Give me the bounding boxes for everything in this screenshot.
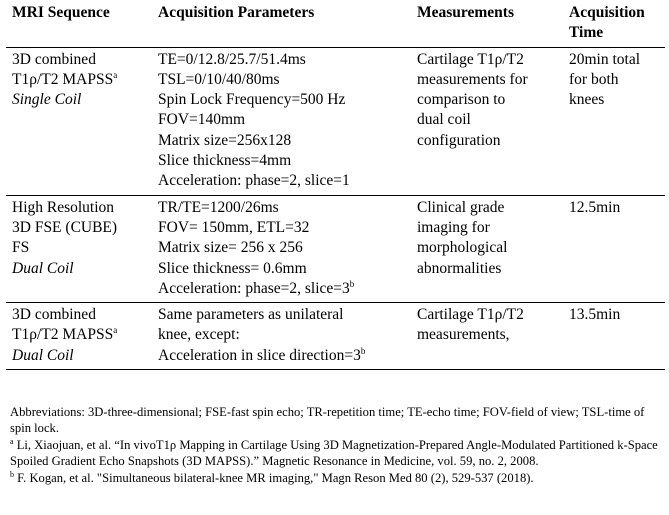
parameter-line: Slice thickness= 0.6mm [158,259,307,277]
parameter-line: Same parameters as unilateral [158,306,344,324]
measurement-line: comparison to [417,91,506,109]
parameter-line: TSL=0/10/40/80ms [158,70,280,88]
footnote-marker: b [349,278,355,289]
measurement-line: imaging for [417,218,490,236]
table-notes [10,404,662,486]
sequence-name: T1ρ/T2 MAPSS [12,70,114,88]
footnote-marker: a [10,436,14,446]
measurement-line: Cartilage T1ρ/T2 [417,50,524,68]
table-header-row [6,1,665,47]
header-acquisition-time [563,1,665,47]
sequence-line [12,325,146,345]
parameter-line [158,279,405,299]
reference-text: Li, Xiaojuan, et al. “In vivoT1ρ Mapping in Cartilage Using 3D Magnetization-Prepared Angle-Modulated Partitioned k-Space Spoiled Gradient Echo Snapshots (3D MAPSS).” Magnetic Resonance in Medicine, vol. 59, no. 2, 2008. [10,437,658,469]
time-line: 20min total [569,50,641,68]
reference-text: F. Kogan, et al. "Simultaneous bilateral-knee MR imaging," Magn Reson Med 80 (2), 529-537 (2018). [14,470,534,485]
cell-time [563,47,665,195]
parameter-line: TR/TE=1200/26ms [158,198,279,216]
cell-parameters [152,195,411,302]
coil-type: Single Coil [12,91,82,109]
time-line: for both [569,70,619,88]
cell-measurements [411,303,563,370]
parameter-line: FOV=140mm [158,111,246,129]
table-row [6,47,665,195]
header-acquisition-parameters [152,1,411,47]
header-measurements [411,1,563,47]
footnote-marker: a [113,325,118,336]
measurement-line: measurements for [417,70,528,88]
parameter-line: Matrix size=256x128 [158,131,292,149]
sequence-line: 3D combined [12,50,96,68]
parameter-text: Acceleration in slice direction=3 [158,346,361,364]
parameter-line: Spin Lock Frequency=500 Hz [158,91,346,109]
cell-sequence [6,47,152,195]
footnote-marker: b [10,469,14,479]
header-text: Acquisition [569,4,645,21]
cell-time [563,195,665,302]
measurement-line: abnormalities [417,259,502,277]
mri-sequence-table [6,1,665,370]
header-text: Measurements [417,4,514,21]
time-line: knees [569,91,605,109]
sequence-line [12,70,146,90]
footnote-marker: b [360,345,366,356]
measurement-line: Cartilage T1ρ/T2 [417,306,524,324]
measurement-line: dual coil [417,111,471,129]
coil-type: Dual Coil [12,259,74,277]
measurement-line: Clinical grade [417,198,505,216]
header-text: Time [569,24,604,42]
header-text: Acquisition Parameters [158,4,315,21]
cell-sequence [6,195,152,302]
measurement-line: morphological [417,239,508,257]
parameter-line: TE=0/12.8/25.7/51.4ms [158,50,306,68]
sequence-name: T1ρ/T2 MAPSS [12,326,114,344]
cell-measurements [411,195,563,302]
measurement-line: configuration [417,131,501,149]
reference-b [10,470,662,486]
cell-sequence [6,303,152,370]
time-line: 12.5min [569,198,621,216]
measurement-line: measurements, [417,326,510,344]
parameter-line [158,346,405,366]
parameter-line: FOV= 150mm, ETL=32 [158,218,310,236]
cell-measurements [411,47,563,195]
sequence-line: 3D FSE (CUBE) [12,218,118,236]
footnote-marker: a [113,69,118,80]
cell-parameters [152,47,411,195]
parameter-line: knee, except: [158,326,240,344]
cell-parameters [152,303,411,370]
parameter-line: Acceleration: phase=2, slice=1 [158,172,350,190]
coil-type: Dual Coil [12,346,74,364]
time-line: 13.5min [569,306,621,324]
cell-time [563,303,665,370]
table-row [6,303,665,370]
parameter-text: Acceleration: phase=2, slice=3 [158,279,350,297]
parameter-line: Matrix size= 256 x 256 [158,239,303,257]
parameter-line: Slice thickness=4mm [158,152,292,170]
reference-a [10,437,662,470]
abbreviations-note: Abbreviations: 3D-three-dimensional; FSE-fast spin echo; TR-repetition time; TE-echo time; FOV-field of view; TSL-time of spin lock. [10,405,645,436]
header-mri-sequence [6,1,152,47]
sequence-line: High Resolution [12,198,115,216]
header-text: MRI Sequence [12,4,110,21]
sequence-line: FS [12,239,30,257]
table-row [6,195,665,302]
sequence-line: 3D combined [12,306,96,324]
